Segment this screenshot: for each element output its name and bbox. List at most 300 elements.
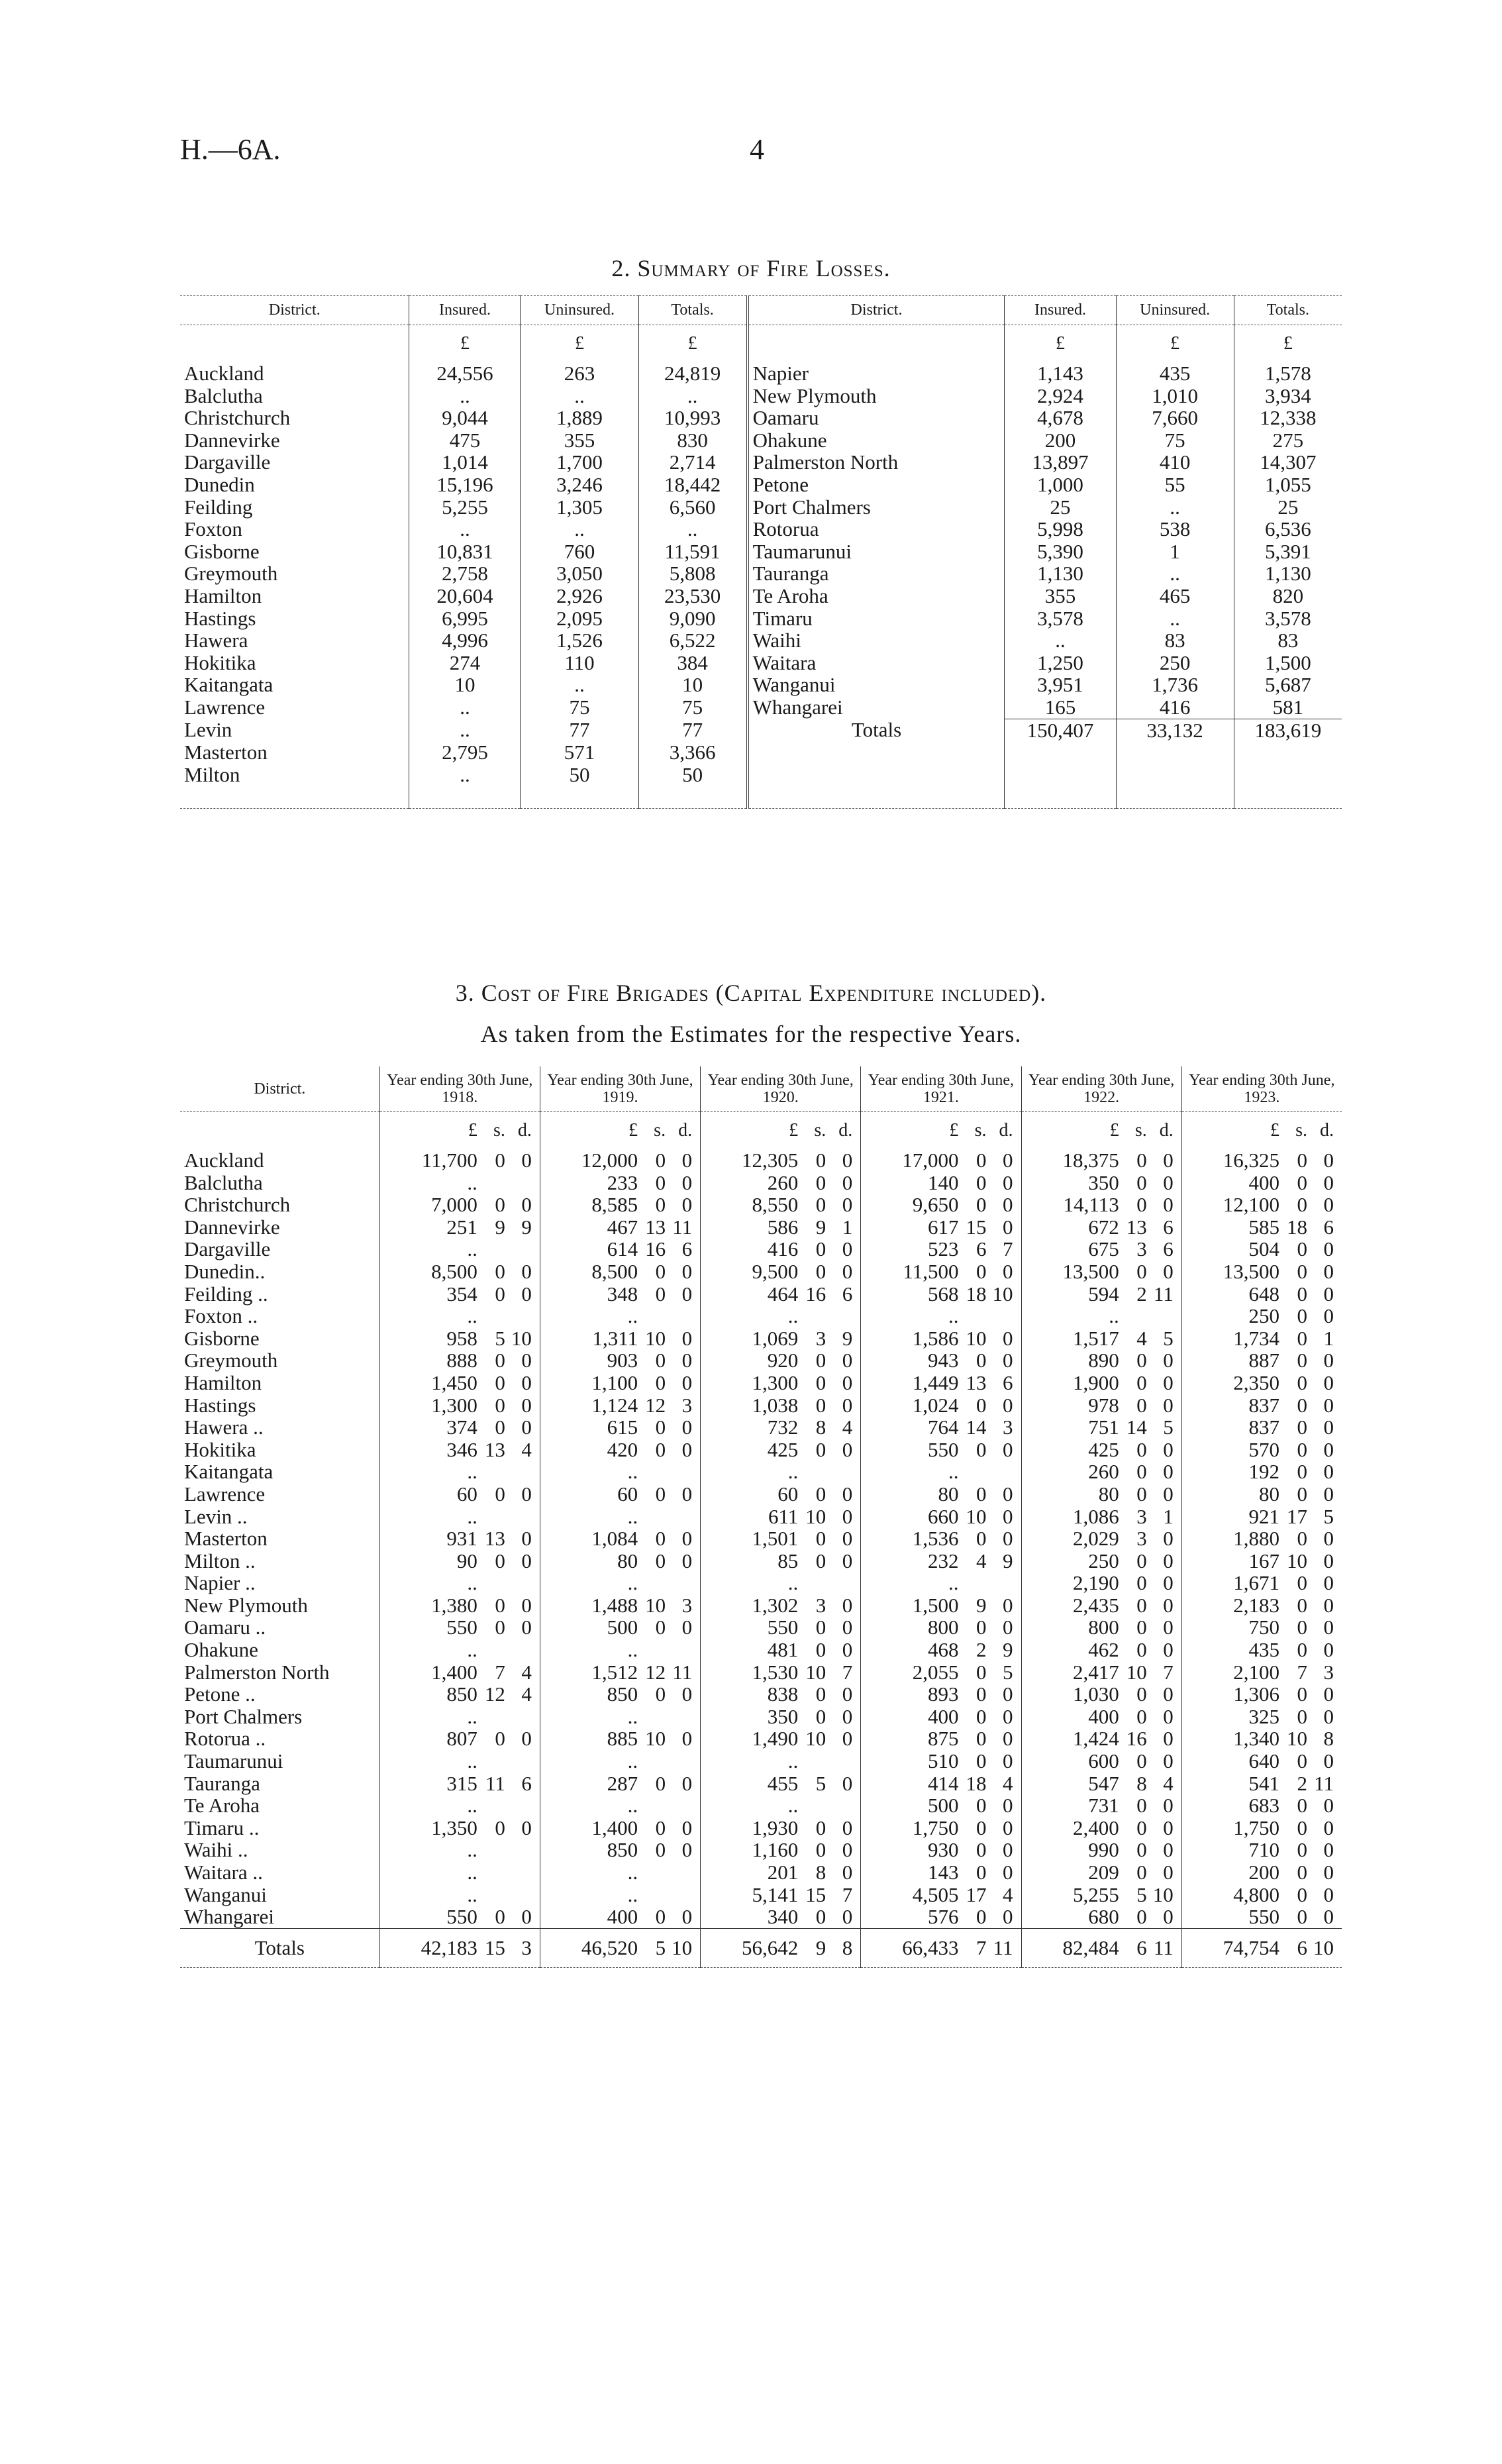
t1-empty bbox=[1234, 786, 1342, 809]
t2-amount bbox=[1186, 1461, 1338, 1483]
t2-pounds: 455 bbox=[767, 1771, 799, 1795]
t2-shillings: 14 bbox=[966, 1415, 987, 1439]
t2-amount-cell bbox=[701, 1149, 861, 1172]
t1-district bbox=[180, 764, 409, 786]
t2-unit-shillings: s. bbox=[493, 1120, 505, 1141]
t2-amount bbox=[1026, 1616, 1177, 1639]
t2-district: Milton .. bbox=[184, 1549, 256, 1572]
t2-amount-cell bbox=[540, 1594, 700, 1617]
t2-pence: 0 bbox=[1003, 1259, 1013, 1283]
t2-amount bbox=[705, 1616, 856, 1639]
t1-value: 18,442 bbox=[638, 474, 748, 496]
t2-shillings: 10 bbox=[966, 1326, 987, 1350]
t2-pounds: 903 bbox=[607, 1349, 638, 1372]
t2-shillings: 0 bbox=[1297, 1393, 1307, 1417]
t2-total-cell bbox=[379, 1928, 540, 1967]
t2-pounds: 1,300 bbox=[431, 1393, 477, 1417]
t1-value-r: 3,578 bbox=[1234, 607, 1342, 630]
t1-value-r: 538 bbox=[1116, 518, 1234, 540]
t2-pounds: .. bbox=[467, 1571, 477, 1595]
t2-pounds: 504 bbox=[1248, 1237, 1279, 1261]
t2-pence: 0 bbox=[842, 1393, 853, 1417]
t2-row bbox=[180, 1594, 1342, 1617]
t2-amount bbox=[1186, 1683, 1338, 1706]
t2-shillings: 4 bbox=[976, 1549, 987, 1572]
t2-pence: 0 bbox=[842, 1504, 853, 1528]
t2-amount-cell bbox=[861, 1327, 1021, 1350]
t2-pence: 0 bbox=[1323, 1905, 1334, 1929]
t2-shillings: 0 bbox=[815, 1838, 826, 1862]
t1-value-r: .. bbox=[1116, 496, 1234, 519]
t2-shillings bbox=[638, 1794, 666, 1817]
t2-pence: 0 bbox=[1003, 1170, 1013, 1194]
t2-total-pence: 8 bbox=[842, 1935, 853, 1959]
t2-pounds: 1,750 bbox=[912, 1816, 959, 1839]
t2-shillings: 0 bbox=[815, 1616, 826, 1639]
t2-shillings: 0 bbox=[815, 1638, 826, 1662]
t2-pence: 5 bbox=[1163, 1415, 1174, 1439]
t2-pounds: 585 bbox=[1248, 1215, 1279, 1239]
t2-pounds: .. bbox=[627, 1460, 638, 1484]
t2-unit-pounds: £ bbox=[628, 1120, 638, 1141]
t2-pounds: .. bbox=[467, 1749, 477, 1773]
t1-currency-cell: £ bbox=[638, 325, 748, 363]
t2-amount bbox=[865, 1461, 1017, 1483]
t2-amount bbox=[1026, 1194, 1177, 1216]
t2-shillings: 3 bbox=[1136, 1527, 1147, 1551]
t2-amount bbox=[1026, 1639, 1177, 1661]
t1-col-totals: Totals. bbox=[638, 296, 748, 325]
t2-amount bbox=[1186, 1172, 1338, 1194]
t2-units bbox=[705, 1112, 856, 1149]
t2-shillings: 0 bbox=[655, 1527, 666, 1551]
t2-shillings: 0 bbox=[1297, 1861, 1307, 1884]
t2-shillings: 0 bbox=[1297, 1905, 1307, 1929]
t2-amount bbox=[705, 1683, 856, 1706]
t2-shillings: 0 bbox=[815, 1905, 826, 1929]
t2-amount-cell bbox=[861, 1706, 1021, 1728]
document-reference: H.—6A. bbox=[180, 133, 281, 166]
t2-amount bbox=[384, 1216, 536, 1239]
t2-pence: 0 bbox=[1163, 1460, 1174, 1484]
t2-shillings bbox=[477, 1861, 505, 1884]
t1-row bbox=[180, 719, 1342, 741]
t2-shillings: 0 bbox=[976, 1149, 987, 1172]
t2-amount-cell bbox=[540, 1506, 700, 1528]
t2-amount-cell bbox=[1181, 1683, 1342, 1706]
t2-amount-cell bbox=[1021, 1594, 1181, 1617]
t1-col-uninsured: Uninsured. bbox=[521, 296, 638, 325]
t2-shillings: 0 bbox=[1297, 1527, 1307, 1551]
t2-amount bbox=[865, 1661, 1017, 1684]
t1-value-r: 55 bbox=[1116, 474, 1234, 496]
t2-amount-cell bbox=[1181, 1839, 1342, 1861]
t2-shillings: 0 bbox=[1297, 1304, 1307, 1328]
t1-value: 263 bbox=[521, 362, 638, 385]
t2-pence: 0 bbox=[1003, 1437, 1013, 1461]
t2-pounds: 1,734 bbox=[1233, 1326, 1279, 1350]
t2-pounds: 2,350 bbox=[1233, 1370, 1279, 1394]
t2-amount-cell bbox=[540, 1172, 700, 1194]
t2-shillings: 0 bbox=[1136, 1905, 1147, 1929]
t2-shillings: 0 bbox=[495, 1549, 505, 1572]
t2-amount-cell bbox=[1181, 1884, 1342, 1906]
t2-shillings: 0 bbox=[495, 1816, 505, 1839]
t2-amount bbox=[865, 1149, 1017, 1172]
t2-pounds: .. bbox=[787, 1571, 799, 1595]
t1-row bbox=[180, 362, 1342, 385]
t1-currency-cell: £ bbox=[409, 325, 521, 363]
t2-pence bbox=[826, 1794, 856, 1817]
t2-amount-cell bbox=[701, 1216, 861, 1239]
t2-pence: 0 bbox=[681, 1816, 693, 1839]
t2-total bbox=[1026, 1929, 1177, 1967]
t2-amount bbox=[544, 1372, 696, 1394]
t2-total-cell bbox=[861, 1928, 1021, 1967]
t1-row bbox=[180, 562, 1342, 585]
t2-amount bbox=[865, 1906, 1017, 1928]
t2-shillings: 0 bbox=[976, 1393, 987, 1417]
t2-pounds: 1,501 bbox=[752, 1527, 799, 1551]
t2-pence: 6 bbox=[681, 1237, 693, 1261]
t2-shillings: 0 bbox=[1297, 1593, 1307, 1617]
t1-empty bbox=[1116, 764, 1234, 786]
t2-pence: 0 bbox=[681, 1549, 693, 1572]
t2-amount bbox=[705, 1639, 856, 1661]
t2-row bbox=[180, 1394, 1342, 1417]
t1-value-r: 355 bbox=[1005, 585, 1116, 607]
t2-pence: 1 bbox=[1323, 1326, 1334, 1350]
t2-row bbox=[180, 1906, 1342, 1928]
t2-pence: 0 bbox=[1323, 1704, 1334, 1728]
t2-amount bbox=[1026, 1594, 1177, 1617]
t2-row bbox=[180, 1817, 1342, 1839]
t2-shillings: 2 bbox=[976, 1638, 987, 1662]
t2-amount-cell bbox=[379, 1683, 540, 1706]
t2-pounds: 2,100 bbox=[1233, 1660, 1279, 1684]
t2-amount-cell bbox=[379, 1772, 540, 1795]
t2-pence: 0 bbox=[1003, 1861, 1013, 1884]
t2-pounds: 550 bbox=[446, 1616, 477, 1639]
t2-amount bbox=[865, 1172, 1017, 1194]
t2-pounds: 683 bbox=[1248, 1794, 1279, 1818]
t2-pounds: 11,700 bbox=[421, 1149, 477, 1172]
t2-pence: 3 bbox=[681, 1593, 693, 1617]
t1-value-r: 581 bbox=[1234, 696, 1342, 719]
t2-pence: 6 bbox=[521, 1771, 532, 1795]
t2-pounds: .. bbox=[467, 1882, 477, 1906]
t2-amount-cell bbox=[701, 1817, 861, 1839]
t2-pence bbox=[826, 1750, 856, 1772]
t2-pounds: 958 bbox=[446, 1326, 477, 1350]
t2-total bbox=[1186, 1929, 1338, 1967]
t2-shillings: 2 bbox=[1136, 1282, 1147, 1306]
t2-amount bbox=[544, 1616, 696, 1639]
t2-row bbox=[180, 1727, 1342, 1750]
t2-amount-cell bbox=[379, 1260, 540, 1283]
t2-shillings bbox=[477, 1572, 505, 1594]
t2-pounds: 1,306 bbox=[1233, 1682, 1279, 1706]
t2-shillings: 9 bbox=[815, 1215, 826, 1239]
t2-amount-cell bbox=[379, 1906, 540, 1928]
t2-amount bbox=[1186, 1439, 1338, 1461]
t2-amount bbox=[1186, 1372, 1338, 1394]
t2-pence: 0 bbox=[521, 1527, 532, 1551]
t2-pence: 0 bbox=[1163, 1593, 1174, 1617]
t2-amount-cell bbox=[1021, 1439, 1181, 1461]
t2-amount-cell bbox=[1021, 1372, 1181, 1394]
t2-amount bbox=[1026, 1839, 1177, 1861]
t1-district bbox=[180, 652, 409, 674]
t2-shillings: 0 bbox=[815, 1482, 826, 1506]
t2-pounds: 4,800 bbox=[1233, 1882, 1279, 1906]
t2-row bbox=[180, 1527, 1342, 1550]
t2-shillings: 0 bbox=[1136, 1370, 1147, 1394]
t2-shillings: 0 bbox=[655, 1682, 666, 1706]
t2-col-district: District. bbox=[180, 1066, 379, 1112]
t2-pence: 0 bbox=[1163, 1794, 1174, 1818]
t2-amount-cell bbox=[540, 1683, 700, 1706]
t1-value-r: 250 bbox=[1116, 652, 1234, 674]
t2-shillings: 0 bbox=[655, 1771, 666, 1795]
t1-value: 274 bbox=[409, 652, 521, 674]
t2-amount-cell bbox=[1021, 1861, 1181, 1884]
t2-shillings: 0 bbox=[655, 1282, 666, 1306]
t1-value: 2,795 bbox=[409, 741, 521, 764]
t2-district: Tauranga bbox=[184, 1771, 260, 1795]
t2-pence: 0 bbox=[842, 1259, 853, 1283]
t2-pounds: 888 bbox=[446, 1349, 477, 1372]
t2-pence: 10 bbox=[1152, 1882, 1174, 1906]
t2-amount bbox=[705, 1839, 856, 1861]
t2-shillings: 0 bbox=[495, 1393, 505, 1417]
t2-pence: 6 bbox=[1163, 1215, 1174, 1239]
t2-amount bbox=[1186, 1616, 1338, 1639]
t2-amount bbox=[544, 1861, 696, 1884]
t1-district-r: Whangarei bbox=[748, 696, 1005, 719]
t2-amount-cell bbox=[701, 1327, 861, 1350]
t2-shillings bbox=[959, 1461, 987, 1483]
t2-pounds: .. bbox=[467, 1304, 477, 1328]
t2-amount bbox=[1026, 1216, 1177, 1239]
t2-pence bbox=[505, 1639, 536, 1661]
t2-shillings: 9 bbox=[495, 1215, 505, 1239]
t2-pounds: 90 bbox=[456, 1549, 477, 1572]
t2-amount bbox=[705, 1283, 856, 1306]
t2-pence: 9 bbox=[1003, 1638, 1013, 1662]
t1-district-r: Tauranga bbox=[748, 562, 1005, 585]
t2-pounds: 1,536 bbox=[912, 1527, 959, 1551]
t1-district-name: Masterton bbox=[184, 741, 268, 764]
t2-district: Lawrence bbox=[184, 1482, 266, 1506]
t2-unit-pounds: £ bbox=[1270, 1120, 1279, 1141]
t2-amount bbox=[384, 1372, 536, 1394]
t2-pounds: 287 bbox=[607, 1771, 638, 1795]
t2-pence: 0 bbox=[521, 1259, 532, 1283]
t2-amount bbox=[1026, 1884, 1177, 1906]
t2-unit-pence: d. bbox=[678, 1120, 693, 1141]
t2-amount bbox=[1186, 1238, 1338, 1260]
t2-amount bbox=[384, 1727, 536, 1750]
t2-amount-cell bbox=[1181, 1416, 1342, 1439]
t2-pounds: 167 bbox=[1248, 1549, 1279, 1572]
t2-amount bbox=[705, 1439, 856, 1461]
t2-pounds: 232 bbox=[928, 1549, 959, 1572]
t2-amount-cell bbox=[1021, 1194, 1181, 1216]
t2-amount-cell bbox=[1181, 1550, 1342, 1572]
t2-shillings: 10 bbox=[1287, 1727, 1307, 1751]
t2-pence: 0 bbox=[1323, 1482, 1334, 1506]
t1-row bbox=[180, 674, 1342, 696]
t2-shillings bbox=[638, 1884, 666, 1906]
t1-district bbox=[180, 674, 409, 696]
t2-pounds: 8,500 bbox=[431, 1259, 477, 1283]
t2-shillings bbox=[959, 1572, 987, 1594]
t2-amount bbox=[1026, 1172, 1177, 1194]
t2-pounds: 250 bbox=[1088, 1549, 1119, 1572]
t2-amount bbox=[865, 1194, 1017, 1216]
t2-shillings bbox=[477, 1305, 505, 1327]
t2-shillings: 16 bbox=[1126, 1727, 1147, 1751]
t2-amount bbox=[1186, 1483, 1338, 1506]
t2-district: Palmerston North bbox=[184, 1660, 330, 1684]
t2-pence: 0 bbox=[842, 1193, 853, 1217]
t2-pounds: 550 bbox=[446, 1905, 477, 1929]
t1-value: 475 bbox=[409, 429, 521, 452]
t1-value-r: 25 bbox=[1005, 496, 1116, 519]
t2-shillings: 0 bbox=[1136, 1704, 1147, 1728]
t2-amount bbox=[384, 1906, 536, 1928]
t2-pounds: 568 bbox=[928, 1282, 959, 1306]
t2-amount-cell bbox=[701, 1639, 861, 1661]
t2-amount-cell bbox=[1021, 1616, 1181, 1639]
t2-pence bbox=[505, 1172, 536, 1194]
t2-pounds: 1,750 bbox=[1233, 1816, 1279, 1839]
t2-shillings: 0 bbox=[1297, 1437, 1307, 1461]
table2-subtitle: As taken from the Estimates for the respective Years. bbox=[480, 1021, 1022, 1047]
t2-shillings: 0 bbox=[815, 1704, 826, 1728]
t1-district-name: Kaitangata bbox=[184, 673, 274, 697]
t2-amount-cell bbox=[540, 1706, 700, 1728]
t1-district-r: Waihi bbox=[748, 629, 1005, 652]
t1-value-r: 410 bbox=[1116, 451, 1234, 474]
t2-pence: 11 bbox=[672, 1660, 693, 1684]
t2-shillings: 0 bbox=[1297, 1704, 1307, 1728]
t2-district: Taumarunui bbox=[184, 1749, 283, 1773]
t2-amount bbox=[1026, 1349, 1177, 1372]
t2-amount bbox=[705, 1727, 856, 1750]
t2-amount-cell bbox=[1181, 1861, 1342, 1884]
t2-amount-cell bbox=[379, 1416, 540, 1439]
t2-amount-cell bbox=[1181, 1906, 1342, 1928]
t2-totals-label: Totals bbox=[180, 1928, 379, 1967]
t1-value-r: 1 bbox=[1116, 540, 1234, 563]
t2-pence: 0 bbox=[1003, 1816, 1013, 1839]
t2-unit-shillings: s. bbox=[1295, 1120, 1307, 1141]
t2-row bbox=[180, 1172, 1342, 1194]
t2-row bbox=[180, 1750, 1342, 1772]
t2-shillings: 7 bbox=[1297, 1660, 1307, 1684]
t2-pounds: 467 bbox=[607, 1215, 638, 1239]
t2-shillings: 0 bbox=[1297, 1282, 1307, 1306]
t2-amount bbox=[1026, 1305, 1177, 1327]
t2-amount-cell bbox=[1181, 1238, 1342, 1260]
t1-value-r: 1,736 bbox=[1116, 674, 1234, 696]
t2-amount-cell bbox=[1021, 1772, 1181, 1795]
t2-pounds: .. bbox=[948, 1304, 959, 1328]
t2-shillings: 0 bbox=[815, 1259, 826, 1283]
t2-pence bbox=[666, 1861, 696, 1884]
t2-shillings: 0 bbox=[1297, 1193, 1307, 1217]
t2-shillings: 17 bbox=[966, 1882, 987, 1906]
t2-pence: 0 bbox=[1323, 1616, 1334, 1639]
t2-pence: 1 bbox=[1163, 1504, 1174, 1528]
t1-district-r: Napier bbox=[748, 362, 1005, 385]
t2-pence: 0 bbox=[842, 1437, 853, 1461]
t2-amount-cell bbox=[1021, 1839, 1181, 1861]
t2-pounds: 1,124 bbox=[591, 1393, 638, 1417]
t2-shillings: 0 bbox=[495, 1727, 505, 1751]
t1-value: 50 bbox=[638, 764, 748, 786]
t2-row bbox=[180, 1483, 1342, 1506]
t2-amount-cell bbox=[379, 1394, 540, 1417]
t1-empty bbox=[748, 786, 1005, 809]
t1-value: 11,591 bbox=[638, 540, 748, 563]
t1-district-name: Hastings bbox=[184, 606, 256, 630]
t2-pounds: 4,505 bbox=[912, 1882, 959, 1906]
t2-pounds: 2,435 bbox=[1072, 1593, 1119, 1617]
t2-pounds: 931 bbox=[446, 1527, 477, 1551]
t2-district: Hokitika bbox=[184, 1437, 256, 1461]
t2-amount-cell bbox=[540, 1639, 700, 1661]
t2-amount bbox=[865, 1550, 1017, 1572]
t2-amount-cell bbox=[540, 1439, 700, 1461]
t2-pence: 0 bbox=[1163, 1170, 1174, 1194]
t2-pence: 0 bbox=[1163, 1704, 1174, 1728]
t2-district: Feilding .. bbox=[184, 1282, 268, 1306]
t2-total-pounds: 82,484 bbox=[1062, 1935, 1119, 1959]
t2-amount bbox=[705, 1238, 856, 1260]
t2-pence: 7 bbox=[842, 1882, 853, 1906]
t2-pence: 0 bbox=[681, 1193, 693, 1217]
t2-amount-cell bbox=[701, 1594, 861, 1617]
t2-amount bbox=[1026, 1794, 1177, 1817]
t2-pence: 11 bbox=[672, 1215, 693, 1239]
t2-pence: 0 bbox=[1003, 1727, 1013, 1751]
t2-shillings: 0 bbox=[655, 1816, 666, 1839]
t2-pounds: .. bbox=[467, 1838, 477, 1862]
t1-totals-label: Totals bbox=[748, 719, 1005, 741]
t2-amount bbox=[865, 1572, 1017, 1594]
t1-row bbox=[180, 607, 1342, 630]
t2-pence: 0 bbox=[842, 1616, 853, 1639]
t2-amount bbox=[384, 1394, 536, 1417]
t2-pence: 0 bbox=[521, 1905, 532, 1929]
t2-amount bbox=[705, 1305, 856, 1327]
t2-amount bbox=[1026, 1750, 1177, 1772]
t2-amount-cell bbox=[861, 1817, 1021, 1839]
t2-amount-cell bbox=[379, 1750, 540, 1772]
t2-pounds: 850 bbox=[446, 1682, 477, 1706]
t2-pounds: 500 bbox=[928, 1794, 959, 1818]
t2-total-shillings: 5 bbox=[655, 1935, 666, 1959]
t2-pence: 0 bbox=[521, 1393, 532, 1417]
t2-amount bbox=[1026, 1439, 1177, 1461]
t1-value-r: 165 bbox=[1005, 696, 1116, 719]
t1-value-r: 83 bbox=[1116, 629, 1234, 652]
t2-pounds: 576 bbox=[928, 1905, 959, 1929]
t2-amount bbox=[544, 1839, 696, 1861]
